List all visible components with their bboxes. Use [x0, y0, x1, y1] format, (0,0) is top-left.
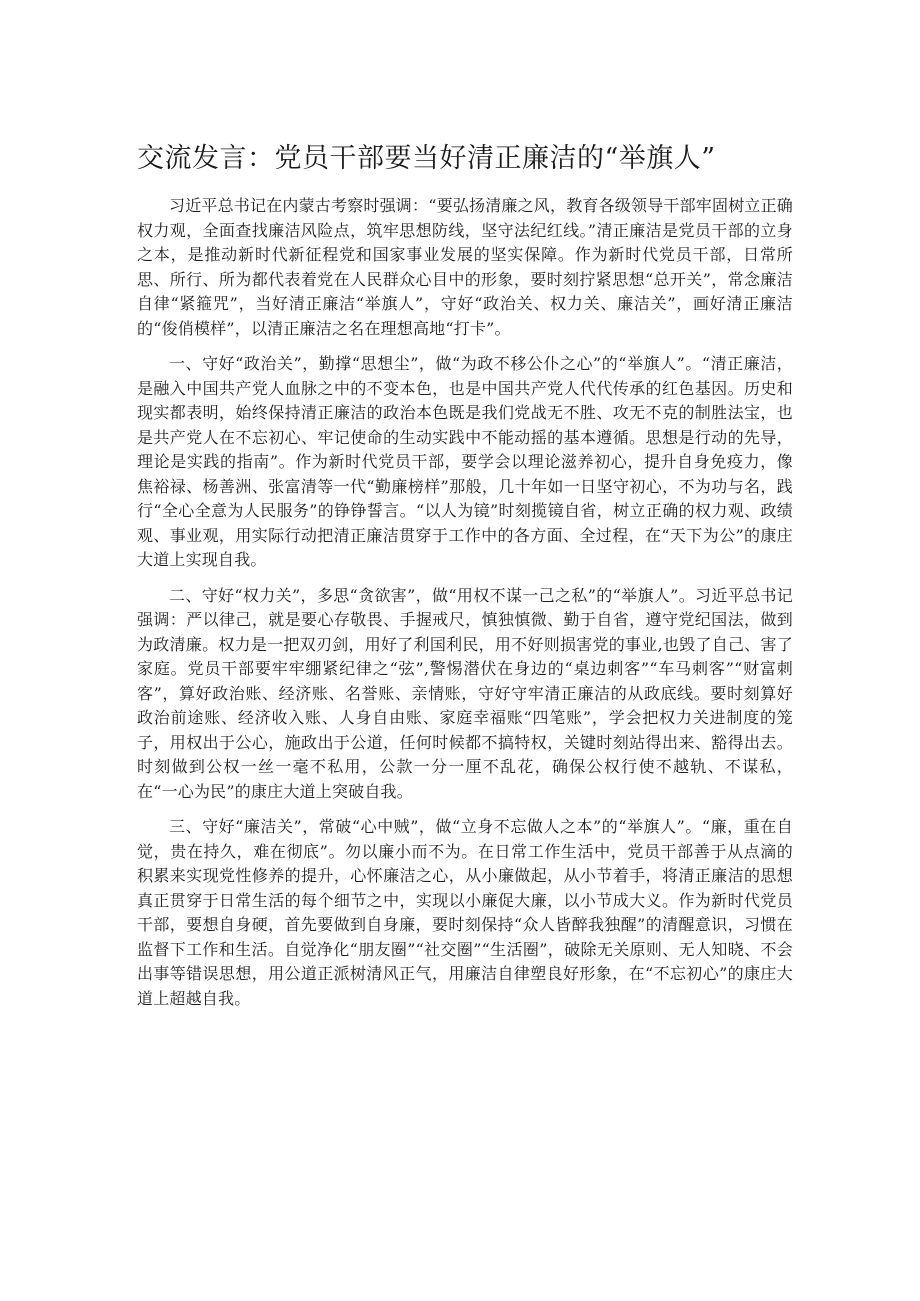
section-political-paragraph: 一、守好“政治关”，勤撑“思想尘”，做“为政不移公仆之心”的“举旗人”。“清正廉洁，是融入中国共产党人血脉之中的不变本色，也是中国共产党人代代传承的红色基因。历史和现实都表明，始终保持清正廉洁的政治本色既是我们党战无不胜、攻无不克的制胜法宝，也是共产党人在不忘初心、牢记使命的生动实践中不能动摇的基本遵循。思想是行动的先导，理论是实践的指南”。作为新时代党员干部，要学会以理论滋养初心，提升自身免疫力，像焦裕禄、杨善洲、张富清等一代“勤廉榜样”那般，几十年如一日坚守初心，不为功与名，践行“全心全意为人民服务”的铮铮誓言。“以人为镜”时刻揽镜自省，树立正确的权力观、政绩观、事业观，用实际行动把清正廉洁贯穿于工作中的各方面、全过程，在“天下为公”的康庄大道上实现自我。 [137, 354, 793, 569]
intro-paragraph: 习近平总书记在内蒙古考察时强调：“要弘扬清廉之风，教育各级领导干部牢固树立正确权力观，全面查找廉洁风险点，筑牢思想防线，坚守法纪红线。”清正廉洁是党员干部的立身之本，是推动新时代新征程党和国家事业发展的坚实保障。作为新时代党员干部，日常所思、所行、所为都代表着党在人民群众心目中的形象，要时刻拧紧思想“总开关”，常念廉洁自律“紧箍咒”，当好清正廉洁“举旗人”，守好“政治关、权力关、廉洁关”，画好清正廉洁的“俊俏模样”，以清正廉洁之名在理想高地“打卡”。 [137, 196, 793, 338]
document-body [137, 140, 793, 1022]
section-power-paragraph: 二、守好“权力关”，多思“贪欲害”，做“用权不谋一己之私”的“举旗人”。习近平总书记强调：严以律己，就是要心存敬畏、手握戒尺，慎独慎微、勤于自省，遵守党纪国法，做到为政清廉。权力是一把双刃剑，用好了利国利民，用不好则损害党的事业,也毁了自己、害了家庭。党员干部要牢牢绷紧纪律之“弦”,警惕潜伏在身边的“桌边刺客”“车马刺客”“财富刺客”，算好政治账、经济账、名誉账、亲情账，守好守牢清正廉洁的从政底线。要时刻算好政治前途账、经济收入账、人身自由账、家庭幸福账“四笔账”，学会把权力关进制度的笼子，用权出于公心，施政出于公道，任何时候都不搞特权，关键时刻站得出来、豁得出去。时刻做到公权一丝一毫不私用，公款一分一厘不乱花，确保公权行使不越轨、不谋私，在“一心为民”的康庄大道上突破自我。 [137, 585, 793, 801]
section-integrity-paragraph: 三、守好“廉洁关”，常破“心中贼”，做“立身不忘做人之本”的“举旗人”。“廉，重在自觉，贵在持久，难在彻底”。勿以廉小而不为。在日常工作生活中，党员干部善于从点滴的积累来实现党性修养的提升，心怀廉洁之心，从小廉做起，从小节着手，将清正廉洁的思想真正贯穿于日常生活的每个细节之中，实现以小廉促大廉，以小节成大义。作为新时代党员干部，要想自身硬，首先要做到自身廉，要时刻保持“众人皆醉我独醒”的清醒意识，习惯在监督下工作和生活。自觉净化“朋友圈”“社交圈”“生活圈”，破除无关原则、无人知晓、不会出事等错误思想，用公道正派树清风正气，用廉洁自律塑良好形象，在“不忘初心”的康庄大道上超越自我。 [137, 817, 793, 1008]
document-title: 交流发言：党员干部要当好清正廉洁的“举旗人” [137, 143, 716, 174]
